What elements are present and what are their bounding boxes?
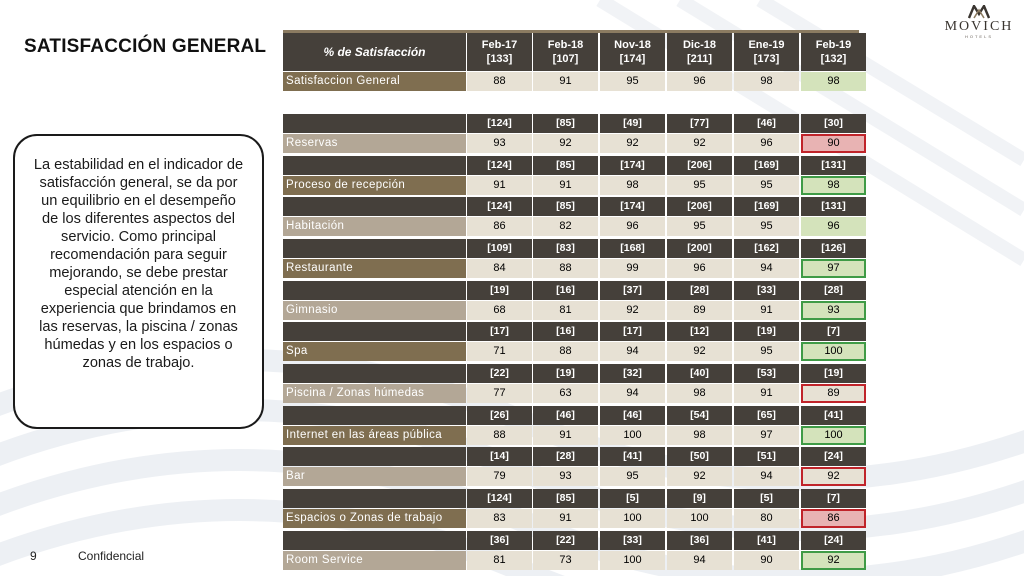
header-label: % de Satisfacción (283, 33, 466, 71)
column-header (667, 33, 732, 71)
row-sample-size: [46] (533, 406, 598, 425)
row-label: Gimnasio (283, 301, 466, 320)
row-sample-size: [124] (467, 156, 532, 175)
row-label-spacer (283, 531, 466, 550)
value-cell: 91 (533, 176, 598, 195)
column-sample-size: [173] (753, 53, 780, 65)
row-sample-size: [65] (734, 406, 799, 425)
value-cell: 92 (667, 342, 732, 361)
value-cell: 90 (734, 551, 799, 570)
value-cell: 71 (467, 342, 532, 361)
value-cell: 93 (533, 467, 598, 486)
value-cell: 89 (667, 301, 732, 320)
confidential-label: Confidencial (78, 549, 145, 563)
value-cell: 95 (600, 467, 665, 486)
row-sample-size: [7] (801, 322, 866, 341)
row-sample-size: [17] (600, 322, 665, 341)
value-cell: 98 (734, 72, 799, 91)
column-header (467, 33, 532, 71)
row-sample-size: [19] (801, 364, 866, 383)
value-cell: 81 (467, 551, 532, 570)
current-value-cell: 89 (801, 384, 866, 403)
value-cell: 94 (667, 551, 732, 570)
row-sample-size: [131] (801, 156, 866, 175)
value-cell: 92 (667, 467, 732, 486)
value-cell: 88 (533, 342, 598, 361)
value-cell: 92 (600, 301, 665, 320)
value-cell: 82 (533, 217, 598, 236)
row-sample-size: [14] (467, 447, 532, 466)
value-cell: 95 (600, 72, 665, 91)
row-sample-size: [41] (600, 447, 665, 466)
row-sample-size: [41] (734, 531, 799, 550)
row-label-spacer (283, 322, 466, 341)
value-cell: 83 (467, 509, 532, 528)
value-cell: 99 (600, 259, 665, 278)
row-label: Bar (283, 467, 466, 486)
row-sample-size: [53] (734, 364, 799, 383)
value-cell: 91 (734, 384, 799, 403)
row-sample-size: [206] (667, 156, 732, 175)
value-cell: 92 (533, 134, 598, 153)
row-sample-size: [83] (533, 239, 598, 258)
column-sample-size: [107] (552, 53, 579, 65)
row-sample-size: [9] (667, 489, 732, 508)
row-label: Habitación (283, 217, 466, 236)
column-month: Dic-18 (682, 39, 717, 51)
current-value-cell: 90 (801, 134, 866, 153)
insight-callout (13, 134, 264, 429)
row-label: Restaurante (283, 259, 466, 278)
row-label: Satisfaccion General (283, 72, 466, 91)
value-cell: 96 (667, 259, 732, 278)
value-cell: 96 (600, 217, 665, 236)
current-value-cell: 98 (801, 176, 866, 195)
page-title: SATISFACCIÓN GENERAL (24, 36, 267, 57)
row-sample-size: [51] (734, 447, 799, 466)
row-sample-size: [169] (734, 197, 799, 216)
row-sample-size: [85] (533, 489, 598, 508)
row-sample-size: [46] (734, 114, 799, 133)
value-cell: 84 (467, 259, 532, 278)
row-label-spacer (283, 239, 466, 258)
value-cell: 91 (533, 72, 598, 91)
row-sample-size: [16] (533, 322, 598, 341)
row-sample-size: [36] (667, 531, 732, 550)
row-sample-size: [124] (467, 197, 532, 216)
row-label-spacer (283, 156, 466, 175)
row-sample-size: [126] (801, 239, 866, 258)
row-sample-size: [54] (667, 406, 732, 425)
value-cell: 94 (600, 342, 665, 361)
value-cell: 86 (467, 217, 532, 236)
value-cell: 95 (734, 176, 799, 195)
value-cell: 77 (467, 384, 532, 403)
current-value-cell: 92 (801, 467, 866, 486)
row-sample-size: [50] (667, 447, 732, 466)
row-sample-size: [109] (467, 239, 532, 258)
value-cell: 94 (600, 384, 665, 403)
row-label-spacer (283, 364, 466, 383)
row-sample-size: [26] (467, 406, 532, 425)
logo (940, 5, 1018, 45)
value-cell: 88 (467, 72, 532, 91)
logo-subtitle: HOTELS (964, 34, 993, 39)
column-month: Feb-19 (815, 39, 852, 51)
value-cell: 79 (467, 467, 532, 486)
row-sample-size: [24] (801, 531, 866, 550)
row-sample-size: [16] (533, 281, 598, 300)
value-cell: 98 (667, 426, 732, 445)
row-label-spacer (283, 447, 466, 466)
value-cell: 93 (467, 134, 532, 153)
row-label-spacer (283, 197, 466, 216)
column-sample-size: [211] (686, 53, 713, 65)
row-sample-size: [174] (600, 197, 665, 216)
value-cell: 88 (467, 426, 532, 445)
value-cell: 81 (533, 301, 598, 320)
row-label: Proceso de recepción (283, 176, 466, 195)
value-cell: 63 (533, 384, 598, 403)
row-sample-size: [36] (467, 531, 532, 550)
row-sample-size: [124] (467, 114, 532, 133)
value-cell: 92 (667, 134, 732, 153)
current-value-cell: 97 (801, 259, 866, 278)
value-cell: 80 (734, 509, 799, 528)
row-sample-size: [30] (801, 114, 866, 133)
value-cell: 68 (467, 301, 532, 320)
row-sample-size: [28] (667, 281, 732, 300)
row-sample-size: [41] (801, 406, 866, 425)
row-label: Piscina / Zonas húmedas (283, 384, 466, 403)
page-number: 9 (30, 549, 37, 563)
row-sample-size: [5] (600, 489, 665, 508)
column-header (801, 33, 866, 71)
value-cell: 95 (667, 176, 732, 195)
row-sample-size: [19] (467, 281, 532, 300)
value-cell: 96 (667, 72, 732, 91)
value-cell: 88 (533, 259, 598, 278)
current-value-cell: 96 (801, 217, 866, 236)
row-sample-size: [168] (600, 239, 665, 258)
row-sample-size: [22] (467, 364, 532, 383)
row-sample-size: [206] (667, 197, 732, 216)
row-label: Espacios o Zonas de trabajo (283, 509, 466, 528)
value-cell: 91 (533, 426, 598, 445)
row-label: Internet en las áreas pública (283, 426, 466, 445)
value-cell: 97 (734, 426, 799, 445)
current-value-cell: 98 (801, 72, 866, 91)
row-sample-size: [131] (801, 197, 866, 216)
value-cell: 100 (600, 426, 665, 445)
row-label: Spa (283, 342, 466, 361)
row-sample-size: [22] (533, 531, 598, 550)
value-cell: 94 (734, 467, 799, 486)
row-sample-size: [33] (600, 531, 665, 550)
value-cell: 91 (533, 509, 598, 528)
row-sample-size: [19] (734, 322, 799, 341)
value-cell: 98 (600, 176, 665, 195)
current-value-cell: 93 (801, 301, 866, 320)
column-sample-size: [133] (486, 53, 513, 65)
value-cell: 100 (600, 551, 665, 570)
row-sample-size: [24] (801, 447, 866, 466)
column-month: Ene-19 (748, 39, 785, 51)
row-sample-size: [33] (734, 281, 799, 300)
value-cell: 100 (667, 509, 732, 528)
column-header (600, 33, 665, 71)
row-sample-size: [7] (801, 489, 866, 508)
row-label-spacer (283, 281, 466, 300)
value-cell: 95 (667, 217, 732, 236)
row-sample-size: [85] (533, 114, 598, 133)
column-sample-size: [132] (820, 53, 847, 65)
row-label-spacer (283, 406, 466, 425)
row-sample-size: [28] (533, 447, 598, 466)
value-cell: 94 (734, 259, 799, 278)
row-sample-size: [5] (734, 489, 799, 508)
value-cell: 92 (600, 134, 665, 153)
row-label-spacer (283, 489, 466, 508)
row-sample-size: [169] (734, 156, 799, 175)
row-sample-size: [46] (600, 406, 665, 425)
row-sample-size: [37] (600, 281, 665, 300)
column-header (533, 33, 598, 71)
row-sample-size: [32] (600, 364, 665, 383)
value-cell: 73 (533, 551, 598, 570)
row-sample-size: [162] (734, 239, 799, 258)
column-month: Nov-18 (614, 39, 651, 51)
row-sample-size: [174] (600, 156, 665, 175)
value-cell: 96 (734, 134, 799, 153)
value-cell: 91 (734, 301, 799, 320)
row-label: Reservas (283, 134, 466, 153)
column-sample-size: [174] (619, 53, 646, 65)
row-sample-size: [12] (667, 322, 732, 341)
row-label-spacer (283, 114, 466, 133)
row-sample-size: [28] (801, 281, 866, 300)
value-cell: 95 (734, 217, 799, 236)
row-sample-size: [17] (467, 322, 532, 341)
row-sample-size: [49] (600, 114, 665, 133)
current-value-cell: 92 (801, 551, 866, 570)
column-month: Feb-17 (481, 39, 518, 51)
row-sample-size: [85] (533, 197, 598, 216)
callout-text: La estabilidad en el indicador de satisfacción general, se da por un equilibrio en el desempeño de los diferentes aspectos del servicio. Como principal recomendación para seguir mejorando, se debe prestar especial atención en la experiencia que brindamos en las reservas, la piscina / zonas húmedas y en los espacios o zonas de trabajo. (33, 157, 244, 371)
row-sample-size: [19] (533, 364, 598, 383)
row-sample-size: [77] (667, 114, 732, 133)
row-label: Room Service (283, 551, 466, 570)
logo-mark-icon (968, 5, 990, 19)
row-sample-size: [40] (667, 364, 732, 383)
row-sample-size: [85] (533, 156, 598, 175)
current-value-cell: 86 (801, 509, 866, 528)
current-value-cell: 100 (801, 342, 866, 361)
value-cell: 91 (467, 176, 532, 195)
column-month: Feb-18 (547, 39, 584, 51)
column-header (734, 33, 799, 71)
row-sample-size: [124] (467, 489, 532, 508)
logo-name: MOVICH (944, 19, 1014, 34)
value-cell: 98 (667, 384, 732, 403)
value-cell: 100 (600, 509, 665, 528)
value-cell: 95 (734, 342, 799, 361)
current-value-cell: 100 (801, 426, 866, 445)
row-sample-size: [200] (667, 239, 732, 258)
